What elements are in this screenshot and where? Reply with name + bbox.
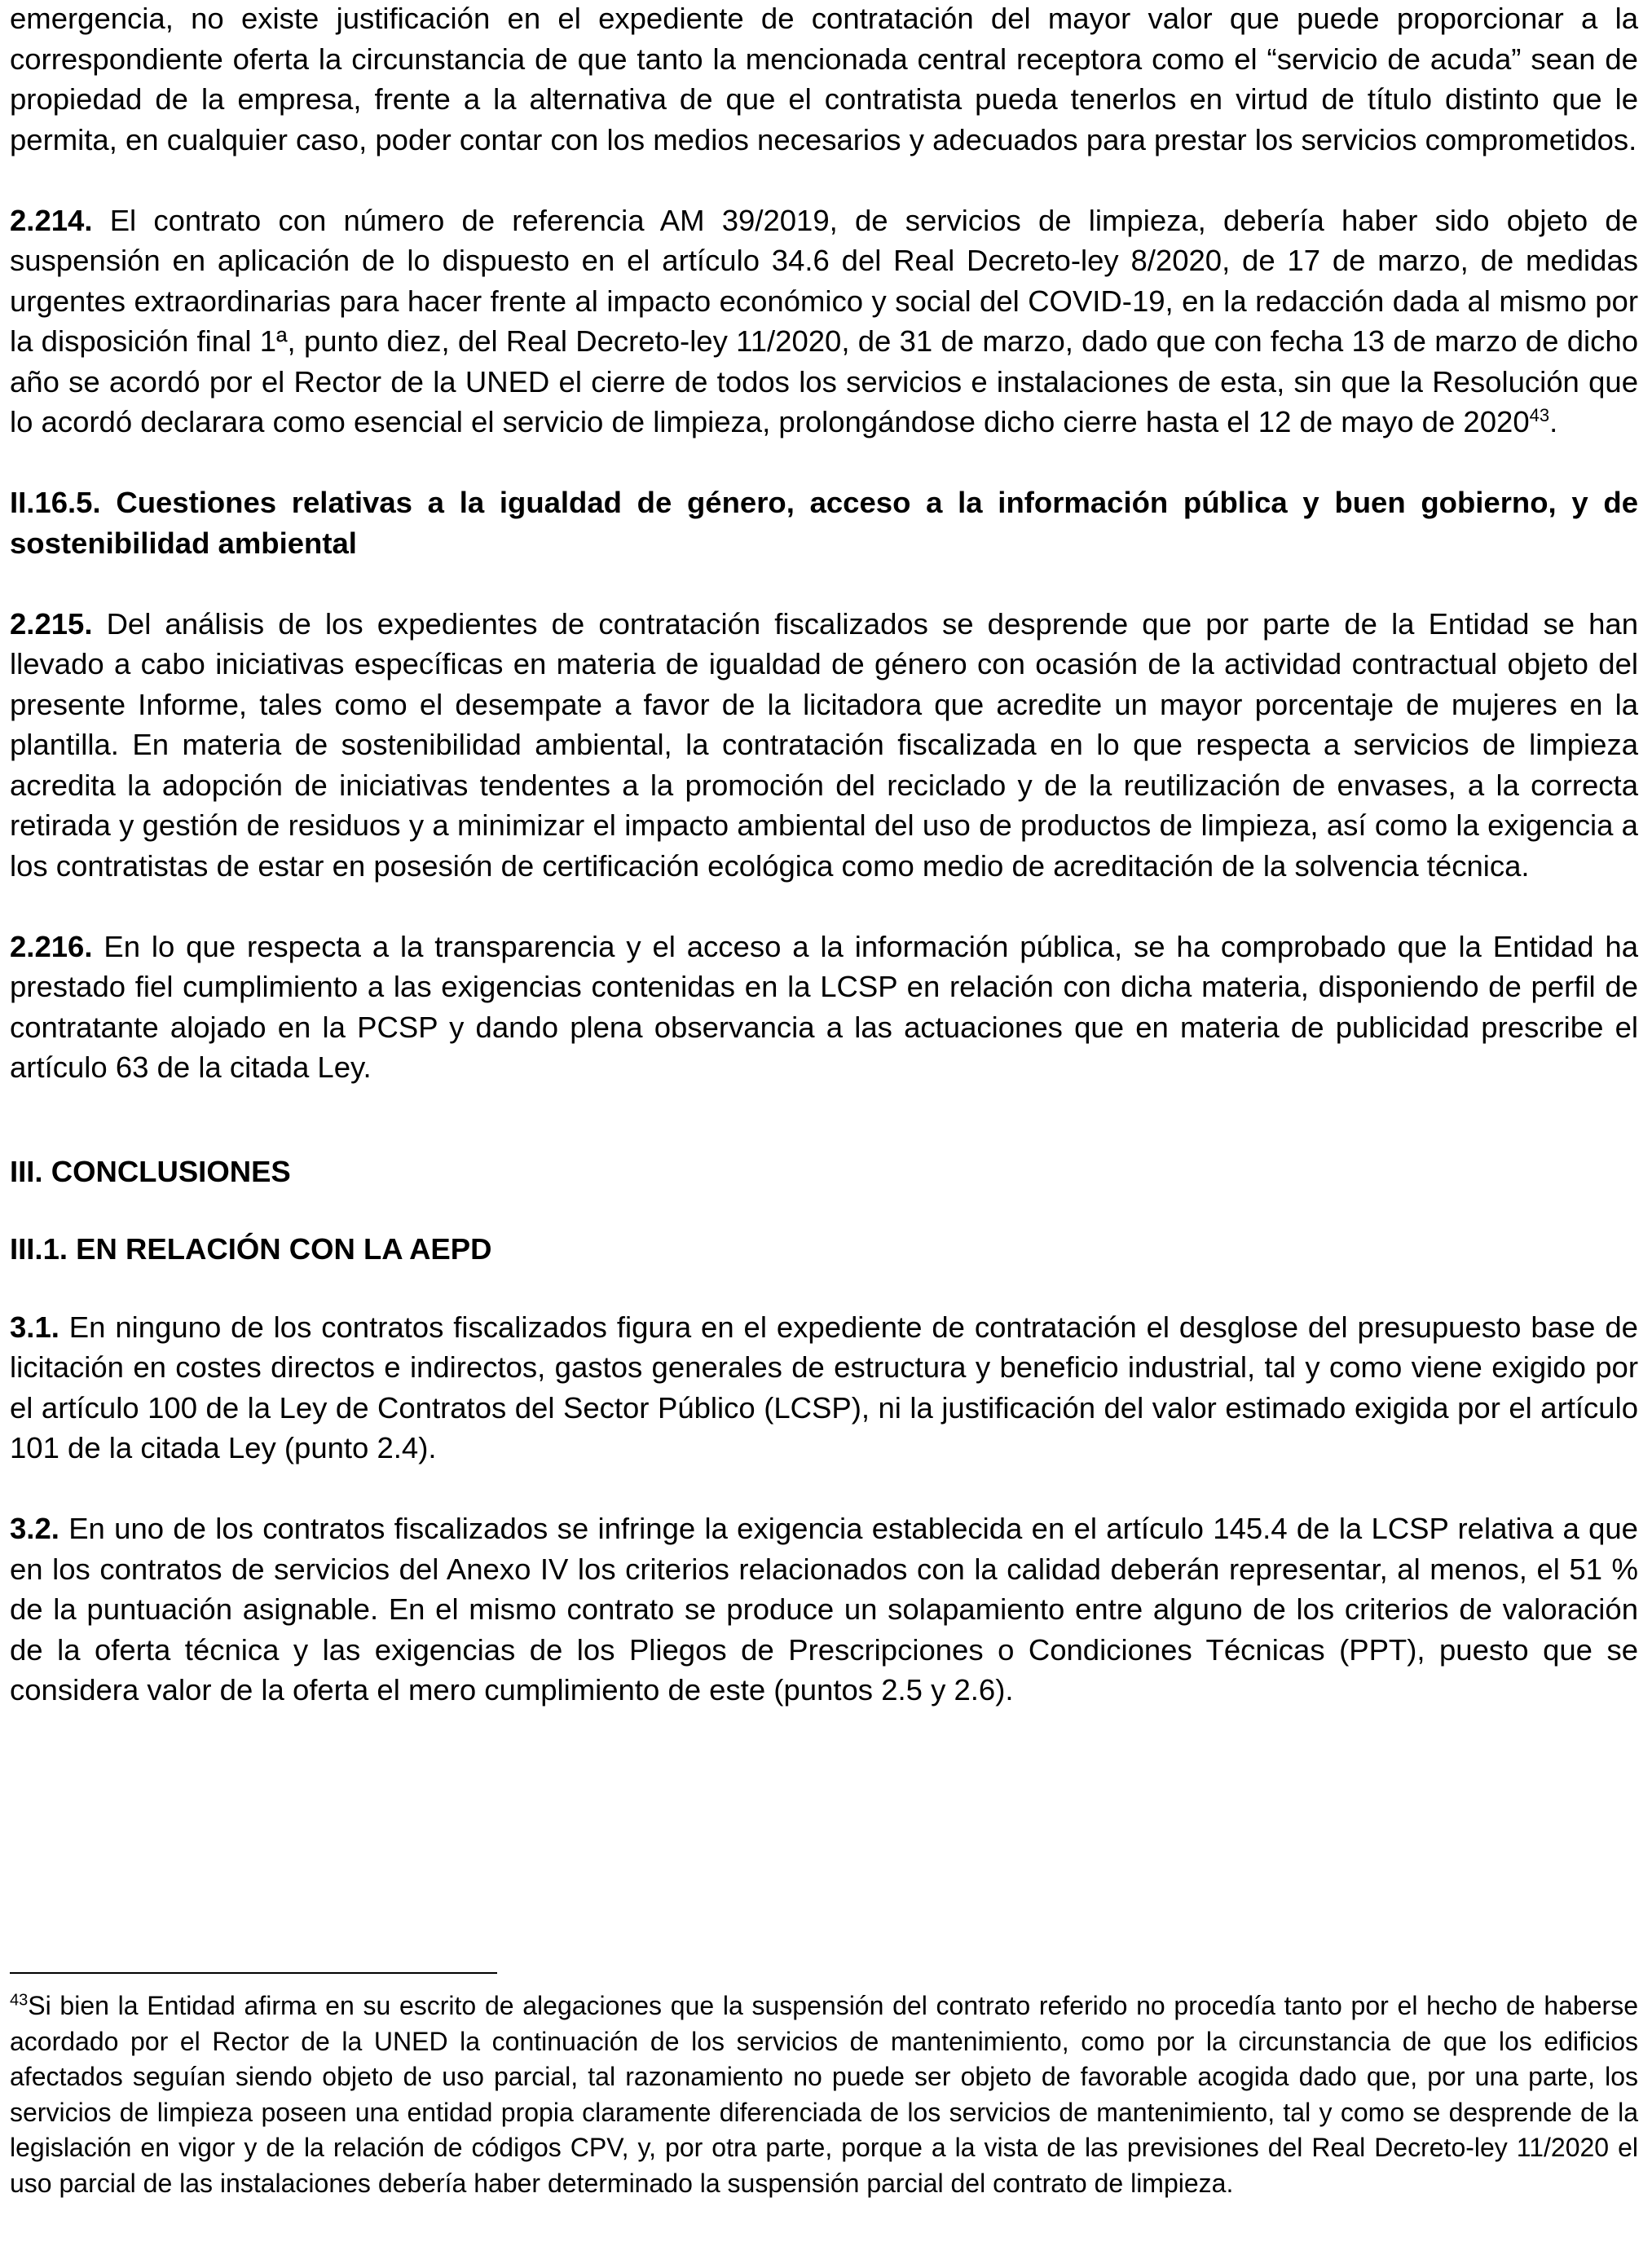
paragraph-text: El contrato con número de referencia AM 39/2019, de servicios de limpieza, debería haber sido objeto de suspensión en aplicación de lo dispuesto en el artículo 34.6 del Real Decreto-ley 8/2020, de 17 de marzo, de medidas urgentes extraordinarias para hacer frente al impacto económico y social del COVID-19, en la redacción dada al mismo por la disposición final 1ª, punto diez, del Real Decreto-ley 11/2020, de 31 de marzo, dado que con fecha 13 de marzo de dicho año se acordó por el Rector de la UNED el cierre de todos los servicios e instalaciones de esta, sin que la Resolución que lo acordó declarara como esencial el servicio de limpieza, prolongándose dicho cierre hasta el 12 de mayo de 2020 [10, 203, 1638, 438]
paragraph-text: En ninguno de los contratos fiscalizados figura en el expediente de contratación el desglose del presupuesto base de licitación en costes directos e indirectos, gastos generales de estructura y beneficio industrial, tal y como viene exigido por el artículo 100 de la Ley de Contratos del Sector Público (LCSP), ni la justificación del valor estimado exigida por el artículo 101 de la citada Ley (punto 2.4). [10, 1310, 1638, 1464]
paragraph-number: 3.2. [10, 1512, 59, 1545]
footnote-43 [10, 1988, 1638, 2202]
paragraph-2-214 [10, 200, 1638, 443]
footnote-marker: 43 [10, 1991, 29, 2010]
paragraph-continued [10, 0, 1638, 160]
paragraph-2-215 [10, 604, 1638, 887]
paragraph-text: emergencia, no existe justificación en el expediente de contratación del mayor valor que puede proporcionar a la correspondiente oferta la circunstancia de que tanto la mencionada central receptora como el “servicio de acuda” sean de propiedad de la empresa, frente a la alternativa de que el contratista pueda tenerlos en virtud de título distinto que le permita, en cualquier caso, poder contar con los medios necesarios y adecuados para prestar los servicios comprometidos. [10, 2, 1638, 156]
paragraph-number: 2.216. [10, 929, 93, 963]
main-text [10, 0, 1638, 1711]
footnote-reference[interactable]: 43 [1529, 404, 1550, 425]
paragraph-number: 2.214. [10, 203, 93, 237]
section-heading-iii-1: III.1. EN RELACIÓN CON LA AEPD [10, 1232, 492, 1266]
paragraph-number: 2.215. [10, 606, 93, 641]
footnote-text: Si bien la Entidad afirma en su escrito de alegaciones que la suspensión del contrato referido no procedía tanto por el hecho de haberse acordado por el Rector de la UNED la continuación de los servicios de mantenimiento, como por la circunstancia de que los edificios afectados seguían siendo objeto de uso parcial, tal razonamiento no puede ser objeto de favorable acogida dado que, por una parte, los servicios de limpieza poseen una entidad propia claramente diferenciada de los servicios de mantenimiento, tal y como se desprende de la legislación en vigor y de la relación de códigos CPV, y, por otra parte, porque a la vista de las previsiones del Real Decreto-ley 11/2020 el uso parcial de las instalaciones debería haber determinado la suspensión parcial del contrato de limpieza. [10, 1991, 1638, 2198]
section-heading-ii-16-5: II.16.5. Cuestiones relativas a la igualdad de género, acceso a la información pública y buen gobierno, y de sostenibilidad ambiental [10, 486, 1638, 560]
paragraph-text: En uno de los contratos fiscalizados se infringe la exigencia establecida en el artículo 145.4 de la LCSP relativa a que en los contratos de servicios del Anexo IV los criterios relacionados con la calidad deberán representar, al menos, el 51 % de la puntuación asignable. En el mismo contrato se produce un solapamiento entre alguno de los criterios de valoración de la oferta técnica y las exigencias de los Pliegos de Prescripciones o Condiciones Técnicas (PPT), puesto que se considera valor de la oferta el mero cumplimiento de este (puntos 2.5 y 2.6). [10, 1512, 1638, 1707]
paragraph-end: . [1549, 405, 1558, 438]
paragraph-3-2 [10, 1508, 1638, 1711]
paragraph-text: Del análisis de los expedientes de contratación fiscalizados se desprende que por parte de la Entidad se han llevado a cabo iniciativas específicas en materia de igualdad de género con ocasión de la actividad contractual objeto del presente Informe, tales como el desempate a favor de la licitadora que acredite un mayor porcentaje de mujeres en la plantilla. En materia de sostenibilidad ambiental, la contratación fiscalizada en lo que respecta a servicios de limpieza acredita la adopción de iniciativas tendentes a la promoción del reciclado y de la reutilización de envases, a la correcta retirada y gestión de residuos y a minimizar el impacto ambiental del uso de productos de limpieza, así como la exigencia a los contratistas de estar en posesión de certificación ecológica como medio de acreditación de la solvencia técnica. [10, 606, 1638, 883]
paragraph-3-1 [10, 1307, 1638, 1469]
section-heading-iii: III. CONCLUSIONES [10, 1154, 291, 1188]
paragraph-2-216 [10, 927, 1638, 1088]
paragraph-text: En lo que respecta a la transparencia y el acceso a la información pública, se ha comprobado que la Entidad ha prestado fiel cumplimiento a las exigencias contenidas en la LCSP en relación con dicha materia, disponiendo de perfil de contratante alojado en la PCSP y dando plena observancia a las actuaciones que en materia de publicidad prescribe el artículo 63 de la citada Ley. [10, 929, 1638, 1084]
footnote-separator [10, 1972, 497, 1974]
paragraph-number: 3.1. [10, 1310, 59, 1344]
